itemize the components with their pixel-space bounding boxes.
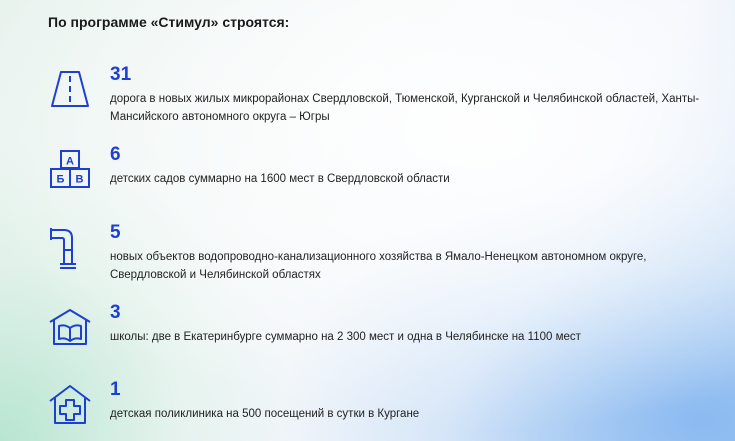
item-number: 6 [110,144,121,165]
clinic-icon [48,383,92,427]
abc-blocks-icon [48,148,92,192]
item-description: детских садов суммарно на 1600 мест в Свердловской области [110,173,450,185]
school-book-icon [48,306,92,350]
block-letter: А [66,155,74,168]
block-letter: Б [56,173,65,186]
page-title: По программе «Стимул» строятся: [48,14,290,30]
item-description: детская поликлиника на 500 посещений в сутки в Кургане [110,408,420,420]
item-number: 1 [110,379,121,400]
pipe-icon [48,226,92,270]
block-letter: В [75,173,84,186]
item-number: 3 [110,302,121,323]
item-description: новых объектов водопроводно-канализационного хозяйства в Ямало-Ненецком автономном округе, Свердловской и Челябинской областях [110,251,647,281]
item-number: 31 [110,64,132,85]
road-icon [48,68,92,112]
item-number: 5 [110,222,121,243]
item-description: школы: две в Екатеринбурге суммарно на 2 300 мест и одна в Челябинске на 1100 мест [110,331,581,343]
item-description: дорога в новых жилых микрорайонах Свердловской, Тюменской, Курганской и Челябинской областей, Ханты-Мансийского автономного округа – Югры [110,93,700,123]
